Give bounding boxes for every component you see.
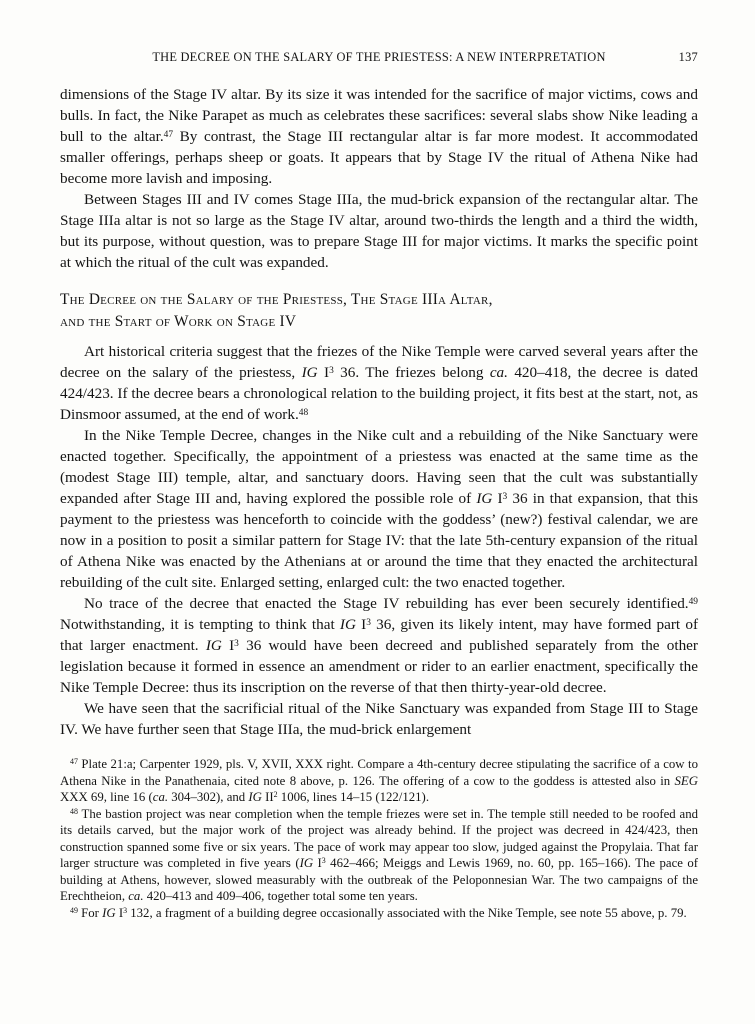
page-body	[60, 84, 698, 740]
footnote-48: $^{48}$ The bastion project was near completion when the temple friezes were set in. The temple still needed to be roofed and its details carved, but the major work of the project was already behind. If the project was decreed in 424/423, then construction spanned some five or six years. The pace of work may appear too slow, judged against the Propylaia. That far larger structure was completed in five years (IG $I^3$ 462–466; Meiggs and Lewis 1969, no. 60, pp. 165–166). The pace of building at Athens, however, slowed measurably with the outbreak of the Peloponnesian War. The two campaigns of the Erechtheion, ca. 420–413 and 409–406, together total some ten years.	[60, 806, 699, 903]
paragraph-continuation: dimensions of the Stage IV altar. By its size it was intended for the sacrifice of major victims, cows and bulls. In fact, the Nike Parapet as much as celebrates these sacrifices: several slabs show Nike leading a bull to the altar.$^{47}$ By contrast, the Stage III rectangular altar is far more modest. It accommodated smaller offerings, perhaps sheep or goats. It appears that by Stage IV the ritual of Athena Nike had become more lavish and imposing.	[60, 86, 698, 187]
running-head	[60, 50, 698, 65]
paragraph: We have seen that the sacrificial ritual of the Nike Sanctuary was expanded from Stage III to Stage IV. We have further seen that Stage IIIa, the mud-brick enlargement	[60, 700, 698, 738]
paragraph: Art historical criteria suggest that the friezes of the Nike Temple were carved several years after the decree on the salary of the priestess, IG $I^3$ 36. The friezes belong ca. 420–418, the decree is dated 424/423. If the decree bears a chronological relation to the building project, it fits best at the start, not, as Dinsmoor assumed, at the end of work.$^{48}$	[60, 343, 698, 423]
paragraph: In the Nike Temple Decree, changes in the Nike cult and a rebuilding of the Nike Sanctuary were enacted together. Specifically, the appointment of a priestess was enacted at the same time as the (modest Stage III) temple, altar, and sanctuary doors. Having seen that the cult was substantially expanded after Stage III and, having explored the possible role of IG $I^3$ 36 in that expansion, that this payment to the priestess was henceforth to coincide with the goddess’ (new?) festival calendar, we are now in a position to posit a similar pattern for Stage IV: that the late 5th-century expansion of the ritual of Athena Nike was enacted by the Athenians at or around the time that they enacted the architectural rebuilding of the cult site. Enlarged setting, enlarged cult: the two enacted together.	[60, 427, 698, 591]
footnote-47: $^{47}$ Plate 21:a; Carpenter 1929, pls. V, XVII, XXX right. Compare a 4th-century decree stipulating the sacrifice of a cow to Athena Nike in the Panathenaia, cited note 8 above, p. 126. The offering of a cow to the goddess is attested also in SEG XXX 69, line 16 (ca. 304–302), and IG $II^2$ 1006, lines 14–15 (122/121).	[60, 757, 698, 804]
section-heading-line-2: and the Start of Work on Stage IV	[60, 312, 297, 330]
running-head-title: THE DECREE ON THE SALARY OF THE PRIESTESS: A NEW INTERPRETATION	[152, 50, 606, 64]
paragraph: Between Stages III and IV comes Stage IIIa, the mud-brick expansion of the rectangular altar. The Stage IIIa altar is not so large as the Stage IV altar, around two-thirds the length and a third the width, but its purpose, without question, was to prepare Stage III for major victims. It marks the specific point at which the ritual of the cult was expanded.	[60, 191, 698, 271]
footnote-49: $^{49}$ For IG $I^3$ 132, a fragment of a building degree occasionally associated with the Nike Temple, see note 55 above, p. 79.	[70, 905, 687, 920]
section-heading	[60, 289, 698, 332]
section-heading-line-1: The Decree on the Salary of the Priestess, The Stage IIIa Altar,	[60, 291, 493, 308]
paragraph: No trace of the decree that enacted the Stage IV rebuilding has ever been securely identified.$^{49}$ Notwithstanding, it is tempting to think that IG $I^3$ 36, given its likely intent, may have formed part of that larger enactment. IG $I^3$ 36 would have been decreed and published separately from the other legislation because it formed in essence an amendment or rider to an earlier enactment, specifically the Nike Temple Decree: thus its inscription on the reverse of that then thirty-year-old decree.	[60, 595, 699, 696]
page-number: 137	[678, 50, 698, 64]
footnotes-block	[60, 756, 698, 921]
